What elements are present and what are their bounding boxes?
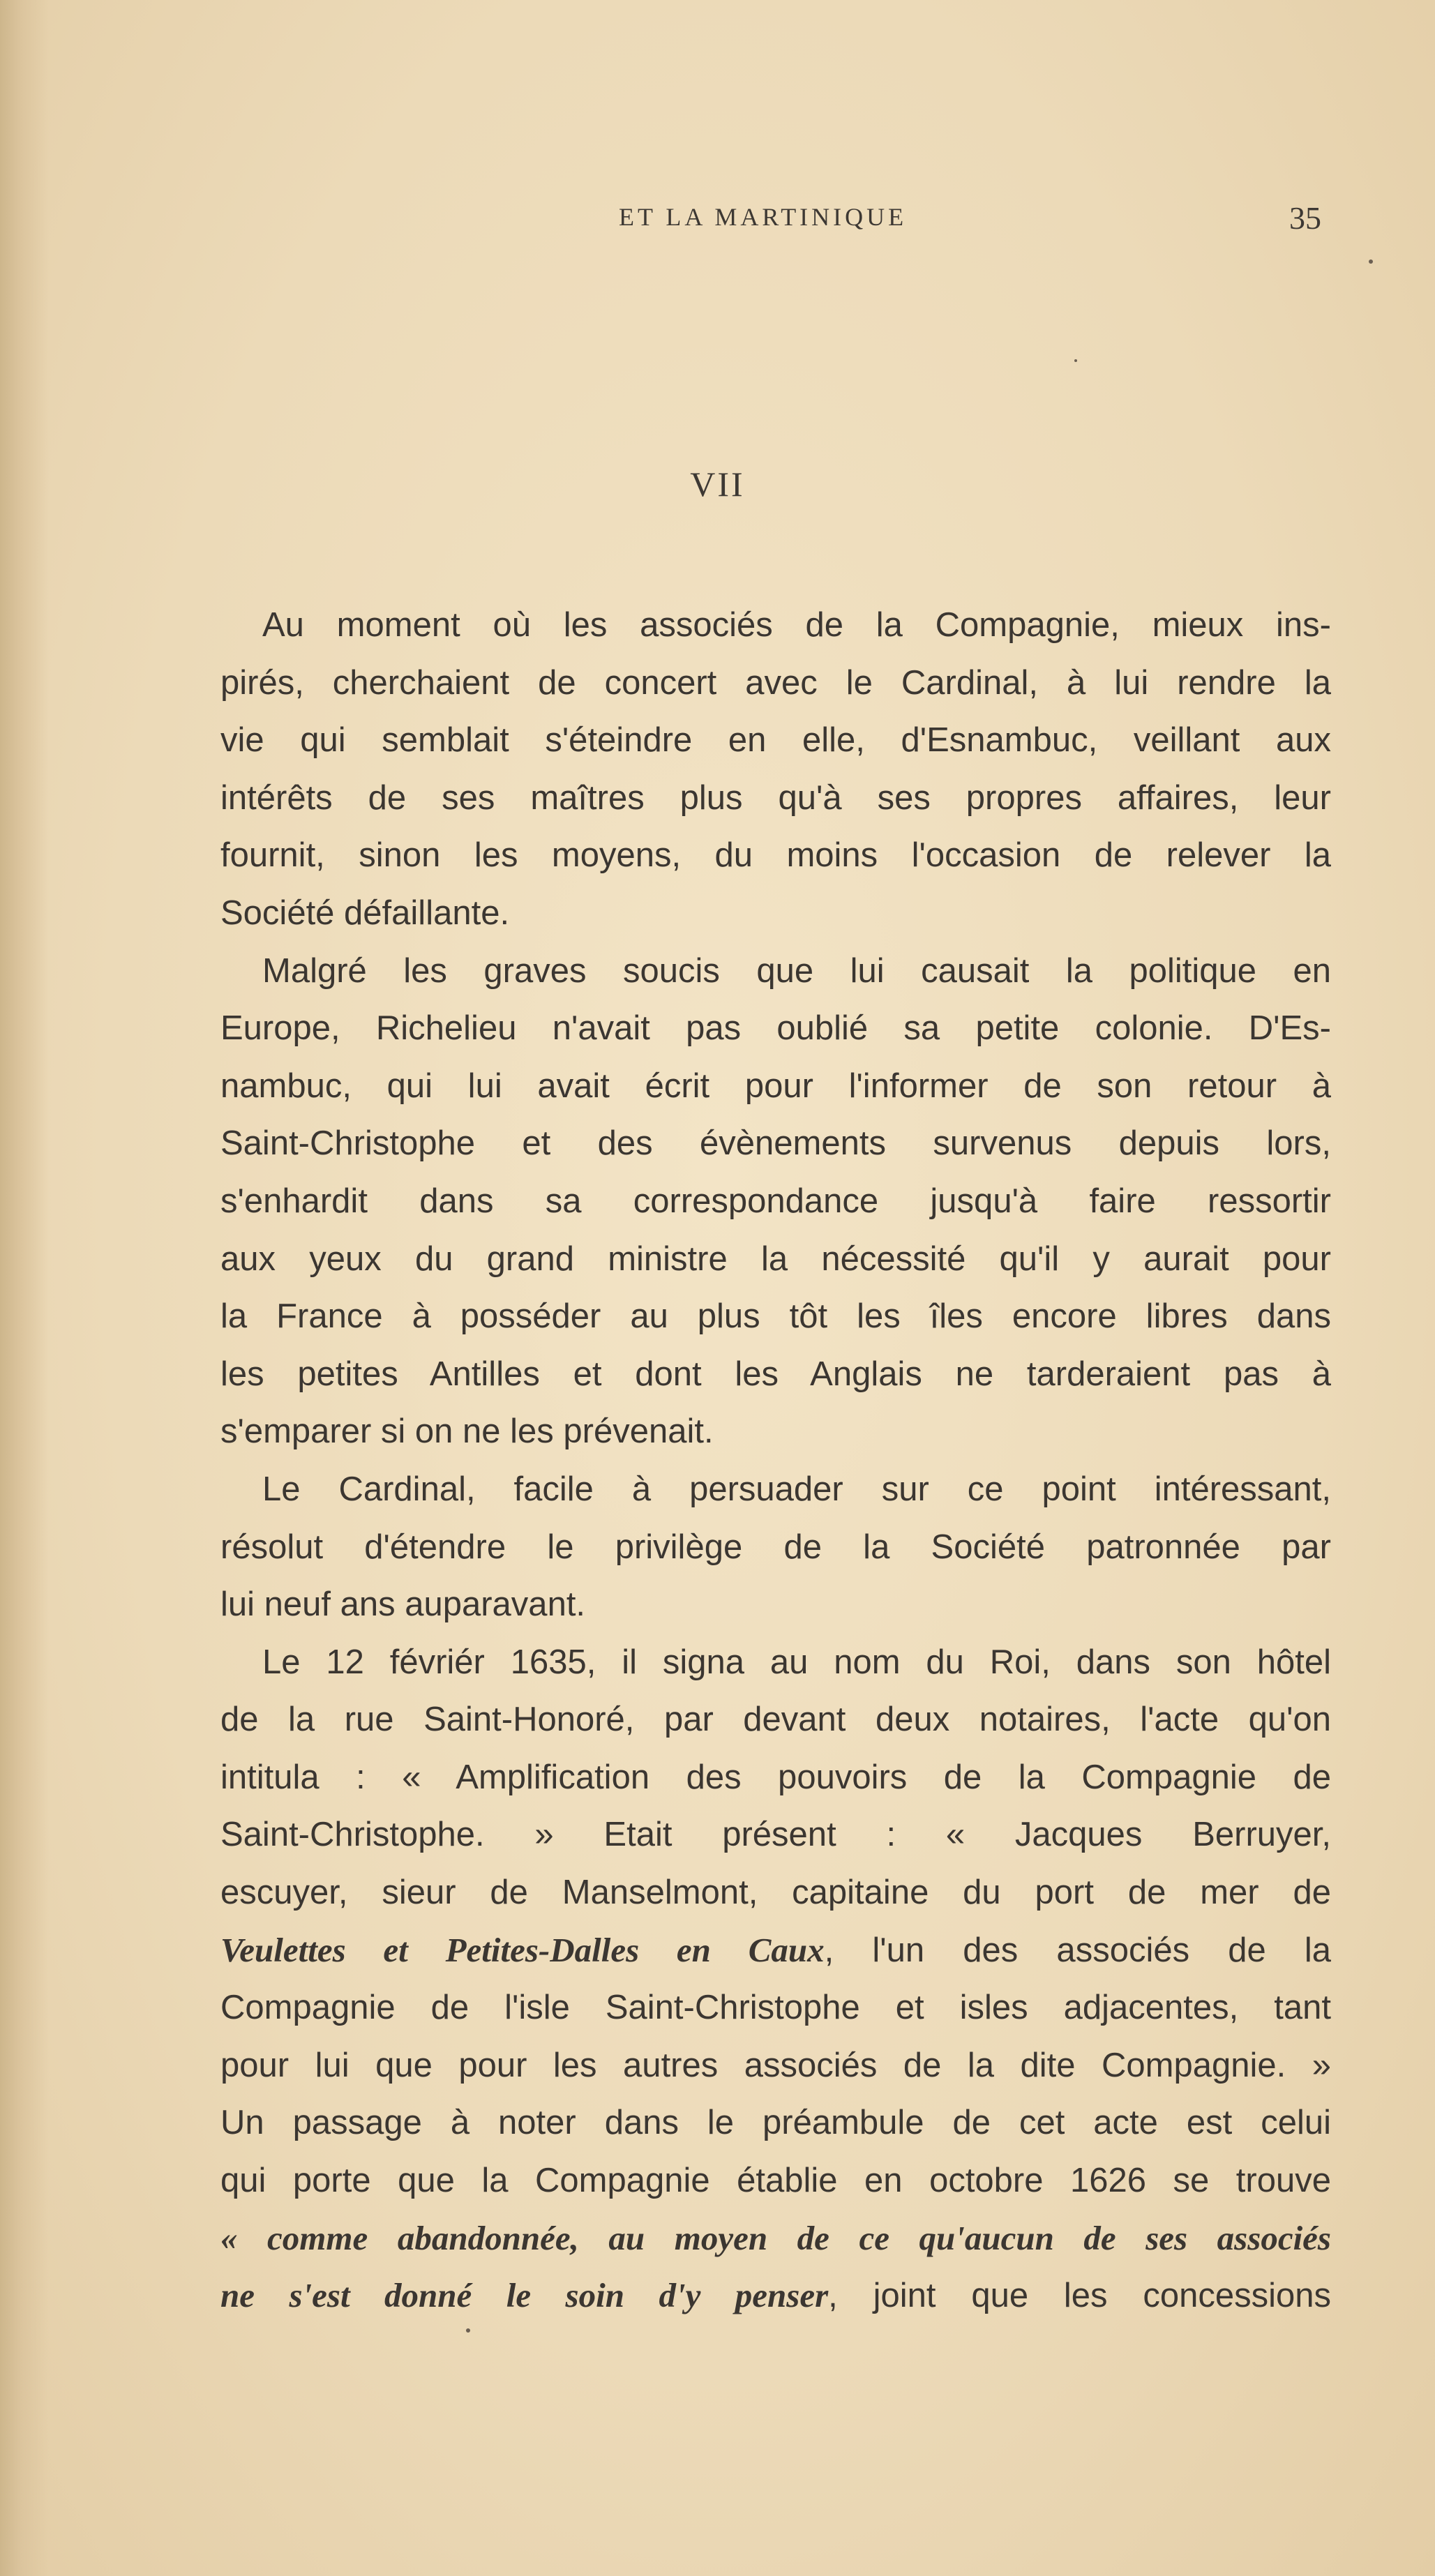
- paper-speck: [1074, 359, 1077, 362]
- page-number: 35: [1289, 200, 1321, 236]
- text-line-italic: [220, 2210, 1331, 2268]
- text-line: de la rue Saint-Honoré, par devant deux notaires, l'acte qu'on: [220, 1701, 1331, 1739]
- italic-place-name: Veulettes et Petites-Dalles en Caux: [220, 1930, 825, 1969]
- text-segment: , joint que les concessions: [828, 2277, 1331, 2315]
- text-line: intitula : « Amplification des pouvoirs de la Compagnie de: [220, 1758, 1331, 1796]
- text-line: vie qui semblait s'éteindre en elle, d'Esnambuc, veillant aux: [220, 721, 1331, 760]
- text-line: s'enhardit dans sa correspondance jusqu'à faire ressortir: [220, 1182, 1331, 1220]
- paper-speck: [466, 2328, 470, 2333]
- page-edge-shadow: [0, 0, 49, 2576]
- text-line: nambuc, qui lui avait écrit pour l'informer de son retour à: [220, 1067, 1331, 1105]
- text-line-italic: [220, 1922, 1331, 1980]
- text-line: Compagnie de l'isle Saint-Christophe et isles adjacentes, tant: [220, 1989, 1331, 2027]
- text-body: [220, 596, 1331, 2325]
- text-line: fournit, sinon les moyens, du moins l'occasion de relever la: [220, 836, 1331, 875]
- text-line: résolut d'étendre le privilège de la Société patronnée par: [220, 1528, 1331, 1566]
- chapter-heading: VII: [690, 465, 745, 504]
- text-line: lui neuf ans auparavant.: [220, 1585, 586, 1624]
- text-line: qui porte que la Compagnie établie en octobre 1626 se trouve: [220, 2162, 1331, 2200]
- text-line: Au moment où les associés de la Compagnie, mieux ins-: [262, 606, 1331, 644]
- text-line-italic: [220, 2267, 1331, 2325]
- text-line: pour lui que pour les autres associés de la dite Compagnie. »: [220, 2046, 1331, 2084]
- text-line: intérêts de ses maîtres plus qu'à ses propres affaires, leur: [220, 778, 1331, 817]
- paper-speck: [1369, 259, 1373, 264]
- text-line: Saint-Christophe et des évènements survenus depuis lors,: [220, 1124, 1331, 1163]
- text-line: Europe, Richelieu n'avait pas oublié sa petite colonie. D'Es-: [220, 1009, 1331, 1048]
- text-line: pirés, cherchaient de concert avec le Cardinal, à lui rendre la: [220, 663, 1331, 702]
- running-head: [0, 202, 1435, 244]
- text-line: s'emparer si on ne les prévenait.: [220, 1413, 714, 1451]
- text-line: Le 12 févriér 1635, il signa au nom du Roi, dans son hôtel: [262, 1643, 1331, 1681]
- text-line: Un passage à noter dans le préambule de cet acte est celui: [220, 2104, 1331, 2142]
- text-line: les petites Antilles et dont les Anglais ne tarderaient pas à: [220, 1355, 1331, 1393]
- text-line: Société défaillante.: [220, 894, 510, 932]
- text-segment: , l'un des associés de la: [824, 1931, 1331, 1969]
- text-line: la France à posséder au plus tôt les îles encore libres dans: [220, 1297, 1331, 1336]
- italic-quote: ne s'est donné le soin d'y penser: [220, 2276, 829, 2315]
- text-line: escuyer, sieur de Manselmont, capitaine du port de mer de: [220, 1874, 1331, 1912]
- text-line: aux yeux du grand ministre la nécessité qu'il y aurait pour: [220, 1240, 1331, 1278]
- running-title: ET LA MARTINIQUE: [619, 203, 908, 231]
- text-line: Saint-Christophe. » Etait présent : « Jacques Berruyer,: [220, 1816, 1331, 1854]
- text-line: Le Cardinal, facile à persuader sur ce point intéressant,: [262, 1470, 1331, 1508]
- text-line: Malgré les graves soucis que lui causait la politique en: [262, 951, 1331, 990]
- italic-quote: « comme abandonnée, au moyen de ce qu'aucun de ses associés: [220, 2218, 1331, 2257]
